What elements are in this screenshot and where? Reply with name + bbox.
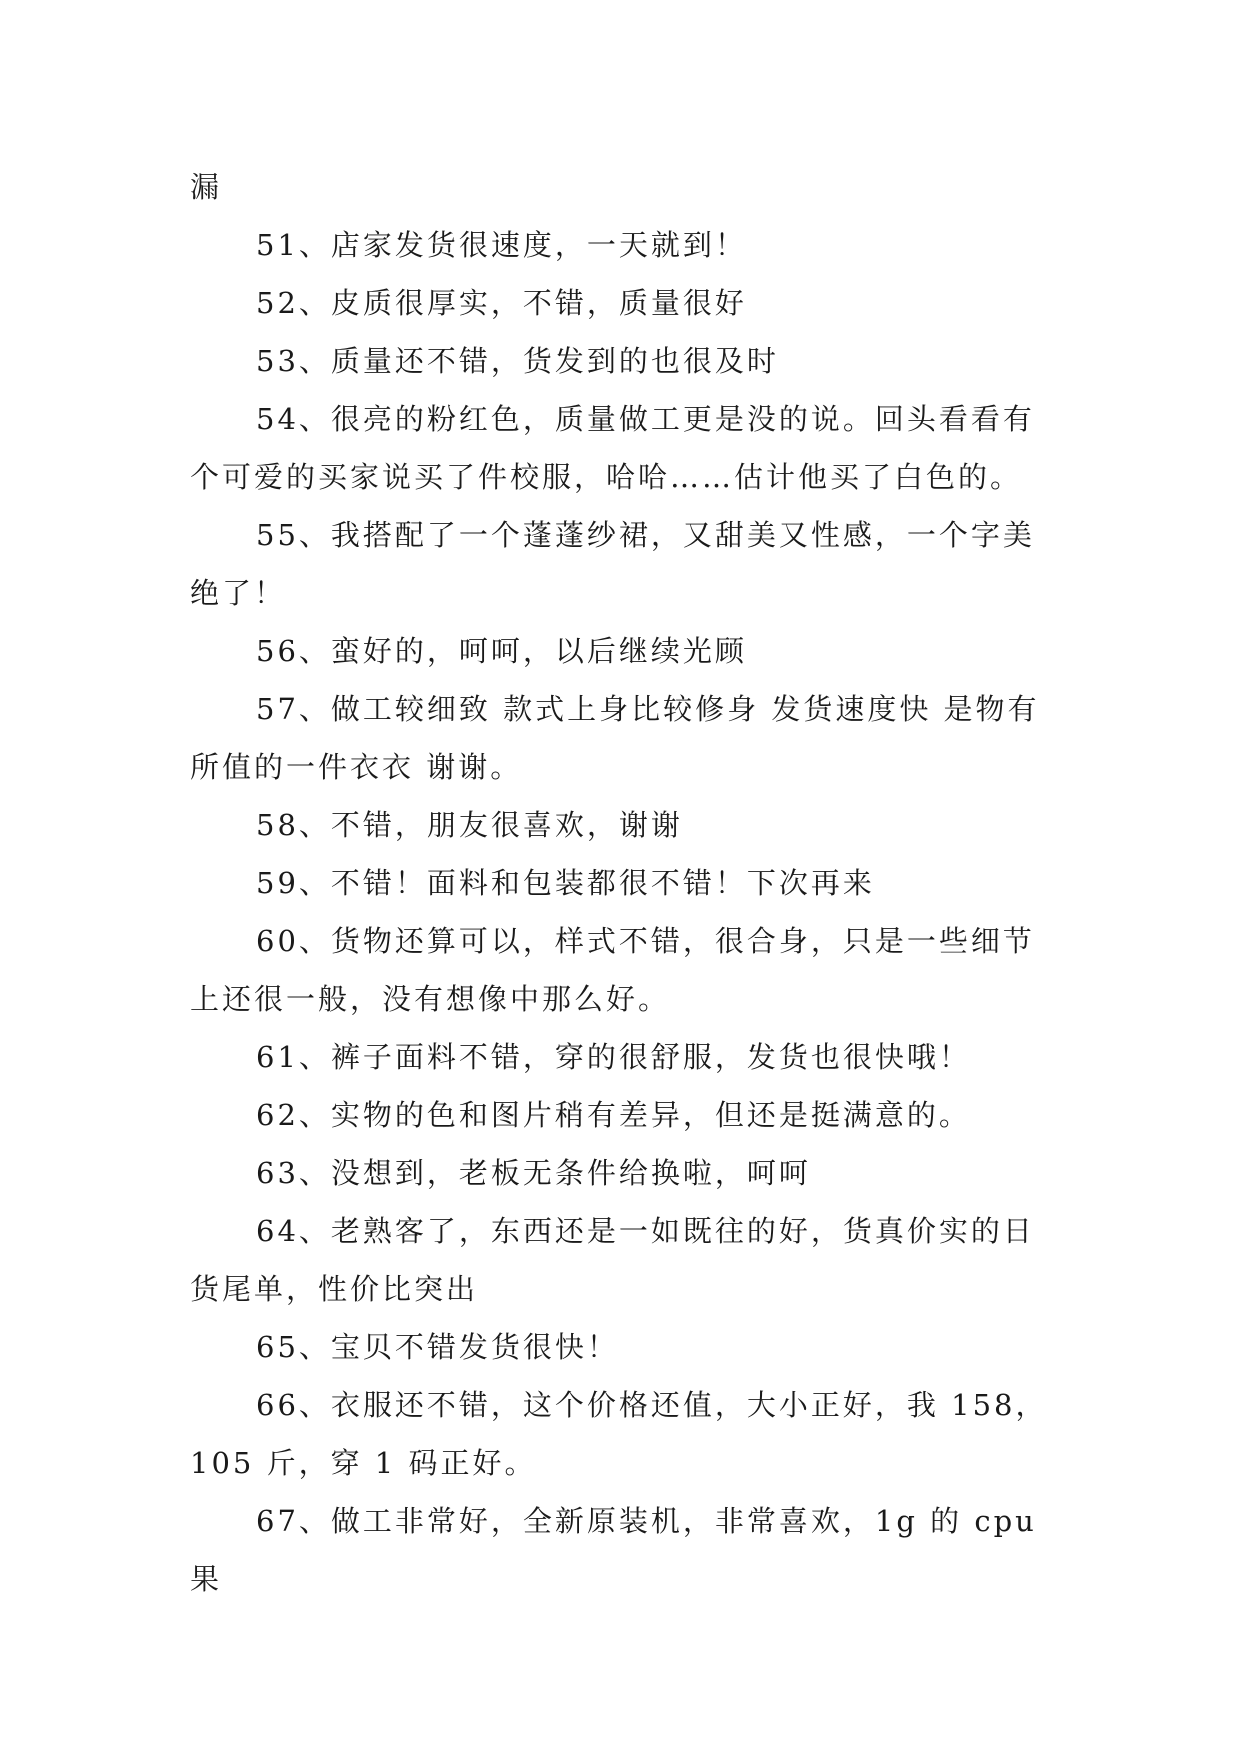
paragraph-item-66: 66、衣服还不错，这个价格还值，大小正好，我 158，105 斤，穿 1 码正好。: [190, 1388, 1048, 1480]
paragraph-item-58: 58、不错，朋友很喜欢，谢谢: [256, 808, 683, 842]
paragraph-item-65: 65、宝贝不错发货很快！: [256, 1330, 619, 1364]
paragraph-continuation: 漏: [190, 170, 223, 204]
paragraph-item-55: 55、我搭配了一个蓬蓬纱裙，又甜美又性感，一个字美绝了！: [190, 518, 1035, 610]
paragraph-item-64: 64、老熟客了，东西还是一如既往的好，货真价实的日货尾单，性价比突出: [190, 1214, 1035, 1306]
paragraph-item-60: 60、货物还算可以，样式不错，很合身，只是一些细节上还很一般，没有想像中那么好。: [190, 924, 1035, 1016]
paragraph-item-61: 61、裤子面料不错，穿的很舒服，发货也很快哦！: [256, 1040, 971, 1074]
document-body: [190, 158, 1060, 1608]
paragraph-item-57: 57、做工较细致 款式上身比较修身 发货速度快 是物有所值的一件衣衣 谢谢。: [190, 692, 1040, 784]
paragraph-item-63: 63、没想到，老板无条件给换啦，呵呵: [256, 1156, 811, 1190]
paragraph-item-54: 54、很亮的粉红色，质量做工更是没的说。回头看看有个可爱的买家说买了件校服，哈哈……估计他买了白色的。: [190, 402, 1035, 494]
paragraph-item-62: 62、实物的色和图片稍有差异，但还是挺满意的。: [256, 1098, 971, 1132]
paragraph-item-67: 67、做工非常好，全新原装机，非常喜欢，1g 的 cpu 果: [190, 1504, 1037, 1596]
paragraph-item-53: 53、质量还不错，货发到的也很及时: [256, 344, 779, 378]
paragraph-item-52: 52、皮质很厚实，不错，质量很好: [256, 286, 747, 320]
paragraph-item-51: 51、店家发货很速度，一天就到！: [256, 228, 747, 262]
paragraph-item-59: 59、不错！面料和包装都很不错！下次再来: [256, 866, 875, 900]
paragraph-item-56: 56、蛮好的，呵呵，以后继续光顾: [256, 634, 747, 668]
